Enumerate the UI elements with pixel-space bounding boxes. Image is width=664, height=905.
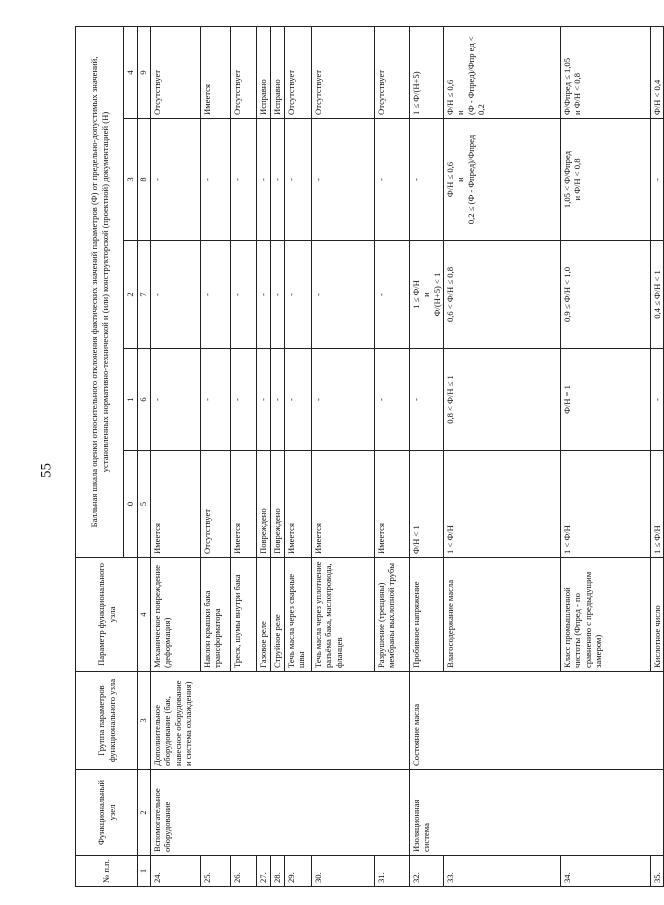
score-1-cell: [151, 349, 201, 451]
cell-line: 1 ≤ Ф/(Н+5): [411, 71, 422, 115]
cell-line: -: [232, 178, 243, 181]
cell-line: Имеется: [376, 523, 387, 554]
parameter-name: Кислотное число: [651, 558, 664, 672]
score-3-cell: [271, 119, 285, 241]
parameter-name: Разрушение (трещины) мембраны выхлопной трубы: [375, 558, 410, 672]
cell-line: -: [258, 398, 269, 401]
cell-line: -: [232, 398, 243, 401]
cell-line: 1 < Ф/Н: [562, 525, 573, 554]
score-2-cell: [444, 241, 561, 349]
header-node: Функциональный узел: [76, 770, 138, 856]
cell-line: -: [202, 178, 213, 181]
score-4-cell: [201, 27, 231, 119]
cell-line: 1 < Ф/Н: [445, 525, 456, 554]
score-0-cell: [201, 451, 231, 558]
score-2-cell: [651, 241, 664, 349]
cell-line: 1 ≤ Ф/Н: [652, 525, 663, 554]
score-3-cell: [561, 119, 651, 241]
column-number: 3: [138, 672, 151, 770]
score-3-cell: [651, 119, 664, 241]
score-3-cell: [231, 119, 257, 241]
cell-line: -: [411, 178, 422, 181]
column-number: 7: [138, 241, 151, 349]
cell-line: и: [455, 110, 466, 115]
score-header: 3: [124, 119, 138, 241]
cell-line: -: [272, 398, 283, 401]
cell-line: Повреждено: [272, 508, 283, 554]
score-4-cell: [257, 27, 271, 119]
parameter-name: Струйное реле: [271, 558, 285, 672]
score-4-cell: [285, 27, 312, 119]
cell-line: Имеется: [232, 523, 243, 554]
row-number: 24.: [151, 856, 201, 887]
cell-line: -: [652, 398, 663, 401]
parameter-group: Дополнительное оборудование (бак, навесное оборудование и система охлаждения): [151, 672, 410, 770]
score-2-cell: [285, 241, 312, 349]
parameter-name: Наклон крышки бака трансформатора: [201, 558, 231, 672]
cell-line: 0,6 < Ф/Н ≤ 0,8: [445, 266, 456, 323]
score-1-cell: [561, 349, 651, 451]
cell-line: Отсутствует: [286, 69, 297, 115]
cell-line: 0,2 ≤ (Ф - Фпред)/Фпред: [465, 134, 476, 225]
score-header: 0: [124, 451, 138, 558]
score-4-cell: [561, 27, 651, 119]
cell-line: и: [421, 292, 432, 297]
parameter-name: Течь масла через уплотнение разъёма бака, маслопровода, фланцев: [312, 558, 375, 672]
cell-line: Отсутствует: [152, 69, 163, 115]
score-3-cell: [201, 119, 231, 241]
score-1-cell: [231, 349, 257, 451]
score-1-cell: [201, 349, 231, 451]
row-number: 25.: [201, 856, 231, 887]
cell-line: -: [313, 293, 324, 296]
cell-line: Ф/Н ≤ 0,6: [445, 161, 456, 198]
row-number: 34.: [561, 856, 651, 887]
cell-line: Ф/Н ≤ 0,6: [445, 79, 456, 115]
page-number: 55: [38, 463, 55, 478]
cell-line: -: [376, 178, 387, 181]
cell-line: 0,8 < Ф/Н ≤ 1: [445, 375, 456, 424]
cell-line: -: [152, 293, 163, 296]
score-3-cell: [375, 119, 410, 241]
cell-line: -: [313, 398, 324, 401]
score-1-cell: [651, 349, 664, 451]
cell-line: Повреждено: [258, 508, 269, 554]
row-number: 29.: [285, 856, 312, 887]
score-4-cell: [151, 27, 201, 119]
cell-line: Ф/Н < 0,4: [652, 79, 663, 115]
column-number: 2: [138, 770, 151, 856]
score-3-cell: [257, 119, 271, 241]
score-1-cell: [257, 349, 271, 451]
score-2-cell: [271, 241, 285, 349]
rotated-table-container: [75, 27, 663, 887]
row-number: 31.: [375, 856, 410, 887]
score-1-cell: [312, 349, 375, 451]
score-3-cell: [151, 119, 201, 241]
cell-line: и Ф/Н < 0,8: [572, 158, 583, 201]
score-0-cell: [561, 451, 651, 558]
cell-line: -: [286, 178, 297, 181]
score-2-cell: [312, 241, 375, 349]
row-number: 30.: [312, 856, 375, 887]
score-2-cell: [375, 241, 410, 349]
score-3-cell: [312, 119, 375, 241]
row-number: 26.: [231, 856, 257, 887]
parameter-name: Влагосодержание масла: [444, 558, 561, 672]
cell-line: Имеется: [152, 523, 163, 554]
score-1-cell: [410, 349, 444, 451]
cell-line: Ф/Н < 1: [411, 525, 422, 554]
score-4-cell: [375, 27, 410, 119]
score-1-cell: [271, 349, 285, 451]
cell-line: Отсутствует: [313, 69, 324, 115]
score-1-cell: [375, 349, 410, 451]
cell-line: -: [376, 293, 387, 296]
header-no: № п.п.: [76, 856, 138, 887]
score-1-cell: [444, 349, 561, 451]
parameter-name: Класс промышленной чистоты (Фпред - по сравнению с предыдущим замером): [561, 558, 651, 672]
cell-line: Ф/Фпред ≤ 1,05: [562, 58, 573, 115]
cell-line: -: [152, 178, 163, 181]
cell-line: (Ф - Фпред)/Фпр ед < 0,2: [465, 36, 486, 115]
row-number: 33.: [444, 856, 561, 887]
parameter-name: Газовое реле: [257, 558, 271, 672]
score-2-cell: [151, 241, 201, 349]
cell-line: -: [411, 398, 422, 401]
row-number: 28.: [271, 856, 285, 887]
cell-line: -: [258, 293, 269, 296]
score-0-cell: [257, 451, 271, 558]
score-2-cell: [410, 241, 444, 349]
score-2-cell: [201, 241, 231, 349]
cell-line: -: [286, 398, 297, 401]
table-row: [151, 27, 201, 887]
cell-line: -: [376, 398, 387, 401]
column-number: 9: [138, 27, 151, 119]
column-number: 4: [138, 558, 151, 672]
score-0-cell: [312, 451, 375, 558]
cell-line: -: [272, 178, 283, 181]
score-0-cell: [151, 451, 201, 558]
score-0-cell: [231, 451, 257, 558]
functional-node: Вспомогательное оборудование: [151, 770, 410, 856]
header-param: Параметр функционального узла: [76, 558, 138, 672]
score-0-cell: [375, 451, 410, 558]
score-header: 1: [124, 349, 138, 451]
assessment-table: [75, 26, 664, 887]
score-0-cell: [444, 451, 561, 558]
cell-line: Отсутствует: [202, 508, 213, 554]
score-3-cell: [444, 119, 561, 241]
cell-line: Имеется: [286, 523, 297, 554]
score-4-cell: [231, 27, 257, 119]
row-number: 27.: [257, 856, 271, 887]
score-3-cell: [410, 119, 444, 241]
cell-line: -: [286, 293, 297, 296]
cell-line: 1 ≤ Ф/Н: [411, 280, 422, 309]
score-1-cell: [285, 349, 312, 451]
parameter-name: Треск, шумы внутри бака: [231, 558, 257, 672]
cell-line: Ф/(Н+5) < 1: [431, 272, 442, 317]
cell-line: 0,4 ≤ Ф/Н < 1: [652, 270, 663, 319]
cell-line: -: [232, 293, 243, 296]
header-scale: Балльная шкала оценки относительного отклонения фактических значений параметров (Ф) от предельно-допустимых значений, установленных нормативно-технической и (или) конструкторской (проектной) документацией (Н): [76, 27, 124, 558]
row-number: 32.: [410, 856, 444, 887]
parameter-group: Состояние масла: [410, 672, 664, 770]
score-header: 2: [124, 241, 138, 349]
cell-line: Отсутствует: [232, 69, 243, 115]
cell-line: и Ф/Н < 0,8: [572, 72, 583, 115]
score-2-cell: [561, 241, 651, 349]
cell-line: -: [313, 178, 324, 181]
score-4-cell: [444, 27, 561, 119]
cell-line: 1,05 < Ф/Фпред: [562, 150, 573, 209]
cell-line: -: [258, 178, 269, 181]
functional-node: Изоляционная система: [410, 770, 664, 856]
cell-line: -: [202, 398, 213, 401]
score-4-cell: [271, 27, 285, 119]
header-group: Группа параметров функционального узла: [76, 672, 138, 770]
score-2-cell: [231, 241, 257, 349]
parameter-name: Течь масла через сварные швы: [285, 558, 312, 672]
score-3-cell: [285, 119, 312, 241]
score-0-cell: [651, 451, 664, 558]
cell-line: -: [152, 398, 163, 401]
cell-line: Имеется: [202, 84, 213, 115]
score-0-cell: [410, 451, 444, 558]
cell-line: -: [272, 293, 283, 296]
column-number: 1: [138, 856, 151, 887]
cell-line: -: [202, 293, 213, 296]
cell-line: Отсутствует: [376, 69, 387, 115]
cell-line: Ф/Н = 1: [562, 385, 573, 414]
parameter-name: Механическое повреждение (деформация): [151, 558, 201, 672]
score-4-cell: [410, 27, 444, 119]
cell-line: Исправно: [258, 79, 269, 115]
score-header: 4: [124, 27, 138, 119]
cell-line: Имеется: [313, 523, 324, 554]
table-row: [410, 27, 444, 887]
parameter-name: Пробивное напряжение: [410, 558, 444, 672]
column-number: 8: [138, 119, 151, 241]
column-number: 6: [138, 349, 151, 451]
row-number: 35.: [651, 856, 664, 887]
score-0-cell: [271, 451, 285, 558]
score-4-cell: [312, 27, 375, 119]
score-2-cell: [257, 241, 271, 349]
cell-line: и: [455, 177, 466, 182]
column-number: 5: [138, 451, 151, 558]
cell-line: -: [652, 178, 663, 181]
cell-line: Исправно: [272, 79, 283, 115]
score-0-cell: [285, 451, 312, 558]
score-4-cell: [651, 27, 664, 119]
cell-line: 0,9 ≤ Ф/Н < 1,0: [562, 266, 573, 323]
table-body: [151, 27, 664, 887]
